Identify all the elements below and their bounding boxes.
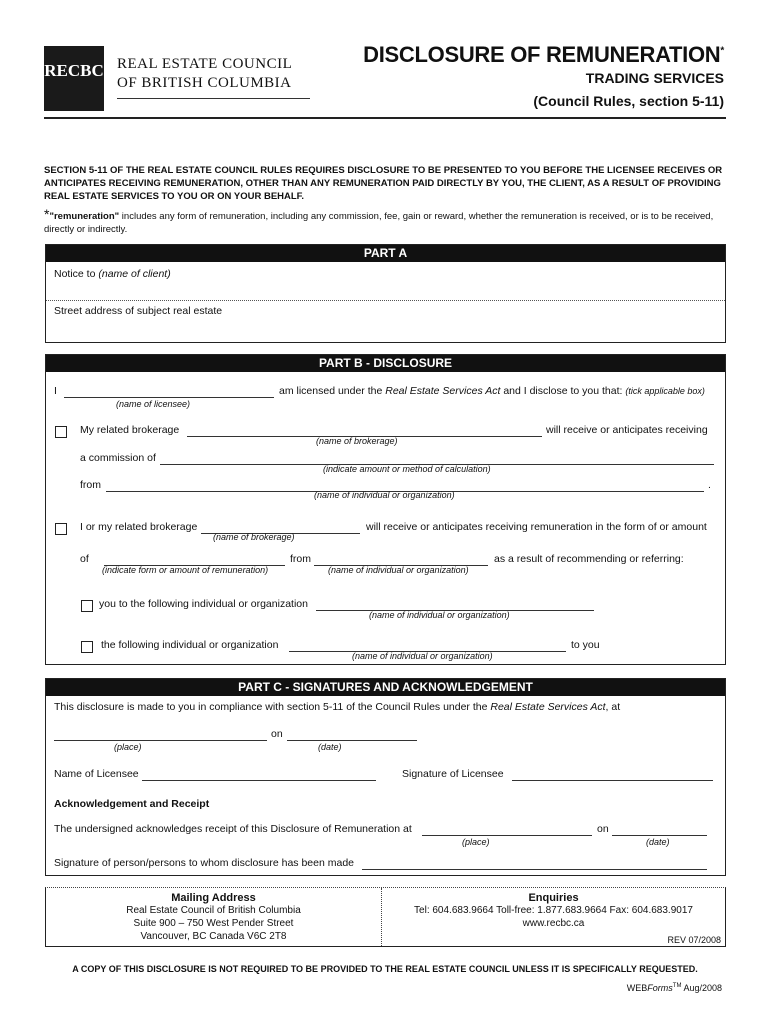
webforms-label — [627, 983, 722, 993]
act-name: Real Estate Services Act — [385, 385, 501, 397]
subtitle-rules: (Council Rules, section 5-11) — [533, 93, 724, 109]
recbc-logo — [44, 46, 104, 111]
from-period: . — [708, 479, 711, 491]
part-a-divider — [46, 300, 725, 301]
compliance-prefix: This disclosure is made to you in compliance with section 5-11 of the Council Rules under the — [54, 701, 491, 713]
name-of-individual-hint-2: (name of individual or organization) — [328, 565, 469, 575]
name-of-individual-hint-1: (name of individual or organization) — [314, 490, 455, 500]
revision-label: REV 07/2008 — [667, 935, 721, 945]
ack-on-label: on — [597, 823, 609, 835]
notice-italic: (name of client) — [98, 268, 171, 280]
title-mark: * — [720, 45, 724, 57]
option1-checkbox[interactable] — [55, 426, 67, 438]
place-field[interactable] — [54, 728, 267, 741]
council-line2: OF BRITISH COLUMBIA — [117, 75, 292, 91]
title-text: DISCLOSURE OF REMUNERATION — [363, 42, 721, 67]
webforms-prefix: WEB — [626, 983, 648, 993]
indicate-form-hint: (indicate form or amount of remuneration) — [102, 565, 269, 575]
part-a-header: PART A — [46, 245, 725, 262]
place-hint: (place) — [114, 742, 142, 752]
footer-box — [45, 887, 726, 947]
date-field[interactable] — [287, 728, 417, 741]
as-result-text: as a result of recommending or referring: — [494, 553, 684, 565]
from2-label: from — [290, 553, 311, 565]
ack-heading: Acknowledgement and Receipt — [54, 798, 210, 810]
council-name — [117, 55, 292, 93]
tick-note: (tick applicable box) — [625, 386, 705, 396]
webforms-tm: TM — [672, 983, 682, 989]
webforms-italic: Forms — [647, 983, 673, 993]
signature-licensee-label: Signature of Licensee — [402, 768, 504, 780]
name-of-licensee-label: Name of Licensee — [54, 768, 139, 780]
part-c-box — [45, 678, 726, 876]
ack-place-field[interactable] — [422, 823, 592, 836]
suboption2-label: the following individual or organization — [101, 639, 279, 651]
licensed-text: am licensed under the — [279, 385, 386, 397]
council-divider — [117, 98, 310, 99]
commission-label: a commission of — [80, 452, 156, 464]
suboption2-checkbox[interactable] — [81, 641, 93, 653]
to-you-label: to you — [571, 639, 600, 651]
name-of-brokerage-hint: (name of brokerage) — [316, 436, 398, 446]
def-term: "remuneration" — [49, 211, 120, 222]
part-c-header: PART C - SIGNATURES AND ACKNOWLEDGEMENT — [46, 679, 725, 696]
name-of-brokerage-hint-2: (name of brokerage) — [213, 532, 295, 542]
licensee-name-field[interactable] — [64, 385, 274, 398]
notice-to-label — [54, 268, 171, 280]
page-title — [363, 42, 724, 68]
option2-will-receive: will receive or anticipates receiving remuneration in the form of or amount — [366, 521, 707, 533]
compliance-suffix: , at — [605, 701, 621, 713]
subtitle-trading: TRADING SERVICES — [585, 70, 724, 86]
sig-person-field[interactable] — [362, 857, 707, 870]
part-b-header: PART B - DISCLOSURE — [46, 355, 725, 372]
suboption1-label: you to the following individual or organization — [99, 598, 308, 610]
enquiries-phones: Tel: 604.683.9664 Toll-free: 1.877.683.9664 Fax: 604.683.9017 — [414, 905, 693, 916]
option2-label: I or my related brokerage — [80, 521, 198, 533]
mailing-line1: Real Estate Council of British Columbia — [126, 905, 301, 916]
logo-text: RECBC — [44, 61, 104, 80]
date-hint: (date) — [318, 742, 342, 752]
mailing-title: Mailing Address — [171, 892, 256, 904]
intro-paragraph: SECTION 5-11 OF THE REAL ESTATE COUNCIL RULES REQUIRES DISCLOSURE TO BE PRESENTED TO YOU BEFORE THE LICENSEE RECEIVES OR ANTICIPATES RECEIVING REMUNERATION, OTHER THAN ANY REMUNERATION PAID DIRECTLY BY YOU, THE CLIENT, AS A RESULT OF PROVIDING REAL ESTATE SERVICES TO YOU OR ON YOUR BEHALF. — [44, 165, 723, 202]
part-b-box — [45, 354, 726, 665]
header-divider — [44, 117, 726, 119]
ack-date-field[interactable] — [612, 823, 707, 836]
enquiries-web[interactable]: www.recbc.ca — [522, 918, 585, 929]
council-line1: REAL ESTATE COUNCIL — [117, 56, 293, 72]
licensed-statement — [279, 385, 705, 397]
indicate-amount-hint: (indicate amount or method of calculation) — [323, 464, 491, 474]
option1-will-receive: will receive or anticipates receiving — [546, 424, 708, 436]
enquiries-section — [382, 892, 725, 930]
remuneration-definition — [44, 208, 726, 236]
name-of-individual-hint-4: (name of individual or organization) — [352, 651, 493, 661]
ack-place-hint: (place) — [462, 837, 490, 847]
disclose-text: and I disclose to you that: — [500, 385, 626, 397]
mailing-line2: Suite 900 – 750 West Pender Street — [133, 918, 294, 929]
on-label: on — [271, 728, 283, 740]
i-label: I — [54, 385, 57, 397]
suboption1-checkbox[interactable] — [81, 600, 93, 612]
mailing-line3: Vancouver, BC Canada V6C 2T8 — [140, 931, 287, 942]
notice-prefix: Notice to — [54, 268, 99, 280]
from-label: from — [80, 479, 101, 491]
webforms-date: Aug/2008 — [681, 983, 722, 993]
def-star: * — [44, 206, 50, 222]
licensee-name-sign-field[interactable] — [142, 768, 376, 781]
of-label: of — [80, 553, 89, 565]
street-address-label: Street address of subject real estate — [54, 305, 223, 317]
name-of-licensee-hint: (name of licensee) — [116, 399, 191, 409]
name-of-individual-hint-3: (name of individual or organization) — [369, 610, 510, 620]
def-text: includes any form of remuneration, including any commission, fee, gain or reward, whether the remuneration is received, or is to be received, directly or indirectly. — [44, 211, 714, 235]
ack-text: The undersigned acknowledges receipt of this Disclosure of Remuneration at — [54, 823, 412, 835]
option1-label: My related brokerage — [80, 424, 180, 436]
compliance-text — [54, 701, 620, 713]
compliance-act: Real Estate Services Act — [490, 701, 606, 713]
option2-checkbox[interactable] — [55, 523, 67, 535]
part-a-box — [45, 244, 726, 343]
mailing-section — [46, 892, 381, 943]
footer-notice: A COPY OF THIS DISCLOSURE IS NOT REQUIRED TO BE PROVIDED TO THE REAL ESTATE COUNCIL UNLESS IT IS SPECIFICALLY REQUESTED. — [72, 964, 698, 974]
enquiries-title: Enquiries — [528, 892, 579, 904]
sig-person-label: Signature of person/persons to whom disclosure has been made — [54, 857, 355, 869]
ack-date-hint: (date) — [646, 837, 670, 847]
licensee-signature-field[interactable] — [512, 768, 713, 781]
